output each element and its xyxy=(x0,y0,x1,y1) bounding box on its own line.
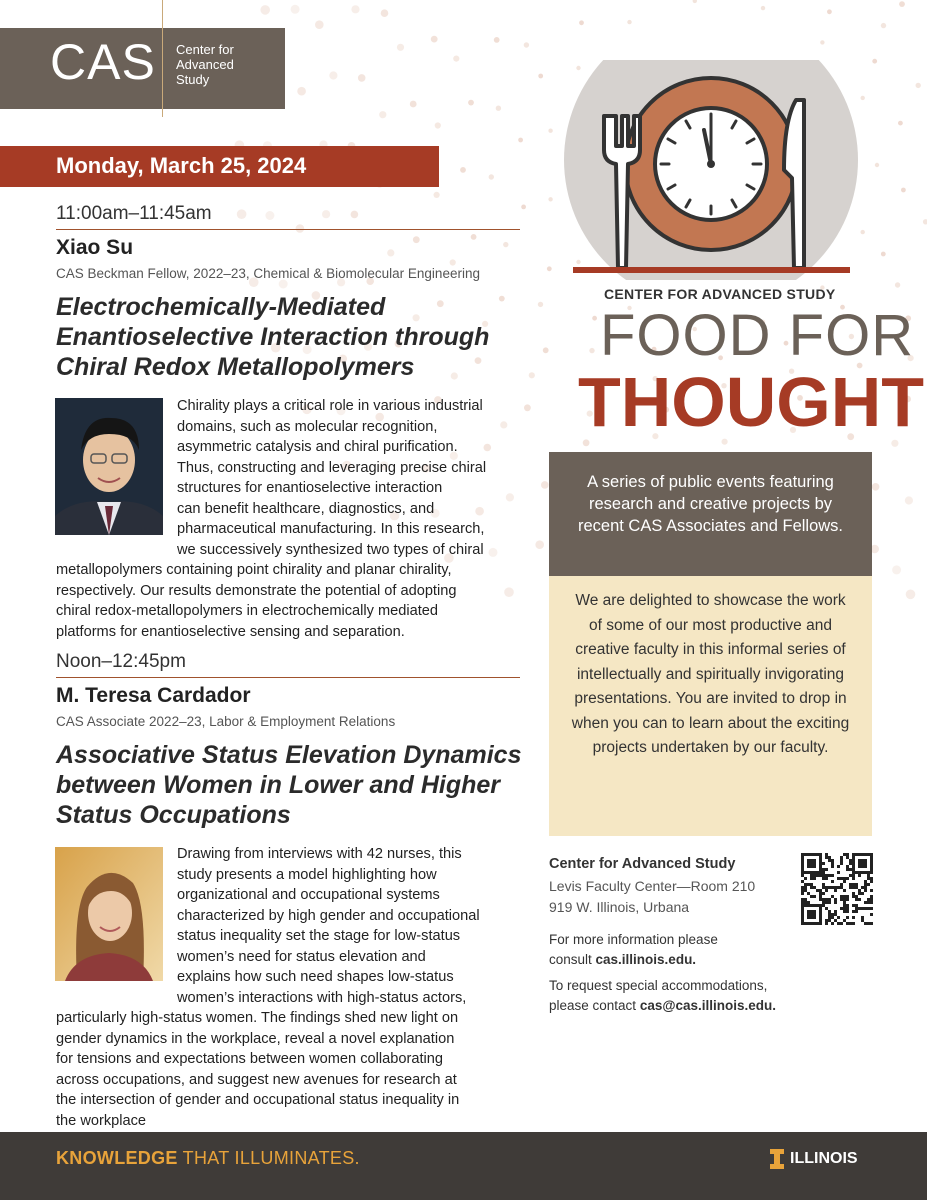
decorative-dot xyxy=(434,192,440,198)
contact-org: Center for Advanced Study xyxy=(549,856,736,872)
decorative-dot xyxy=(543,347,549,353)
portrait-icon xyxy=(55,847,163,981)
decorative-dot xyxy=(548,197,552,201)
speaker-name: M. Teresa Cardador xyxy=(56,684,251,707)
decorative-dot xyxy=(381,9,389,17)
clock-plate-icon xyxy=(655,108,767,220)
decorative-dot xyxy=(387,249,394,256)
abstract-line: structures for enantioselective interaction xyxy=(177,480,443,496)
email-link[interactable]: cas@cas.illinois.edu. xyxy=(639,998,777,1013)
speaker-affiliation: CAS Beckman Fellow, 2022–23, Chemical & Biomolecular Engineering xyxy=(56,266,480,281)
tagline-bold: KNOWLEDGE xyxy=(56,1148,178,1168)
decorative-dot xyxy=(627,20,631,24)
talk-time: 11:00am–11:45am xyxy=(56,203,212,224)
abstract-line: platforms for enantioselective sensing and separation. xyxy=(56,623,405,640)
decorative-dot xyxy=(503,242,508,247)
website-link[interactable]: cas.illinois.edu. xyxy=(595,952,697,967)
abstract-line: can benefit healthcare, diagnostics, and xyxy=(177,500,435,517)
abstract-line: asymmetric catalysis and chiral purification. xyxy=(177,439,458,455)
decorative-dot xyxy=(538,74,543,79)
accommodation-line: To request special accommodations, xyxy=(549,978,768,993)
decorative-dot xyxy=(541,481,549,489)
decorative-dot xyxy=(315,20,324,29)
illinois-wordmark: ILLINOIS xyxy=(790,1150,858,1167)
decorative-dot xyxy=(291,5,300,14)
abstract-line: particularly high-status women. The findings shed new light on xyxy=(56,1010,459,1026)
contact-room: Levis Faculty Center—Room 210 xyxy=(549,878,756,894)
decorative-dot xyxy=(379,111,386,118)
portrait-icon xyxy=(55,398,163,535)
illinois-block-i-icon xyxy=(770,1149,784,1169)
decorative-dot xyxy=(496,106,501,111)
decorative-dot xyxy=(351,5,359,13)
logo-subtitle: Center for Advanced Study xyxy=(176,42,234,87)
decorative-dot xyxy=(329,71,337,79)
decorative-dot xyxy=(524,42,529,47)
decorative-dot xyxy=(898,121,903,126)
accommodation-line-2 xyxy=(549,996,776,1016)
decorative-dot xyxy=(489,174,494,179)
decorative-dot xyxy=(260,5,270,15)
decorative-dot xyxy=(693,0,697,3)
brand-center-name: CENTER FOR ADVANCED STUDY xyxy=(604,286,836,302)
decorative-dot xyxy=(494,37,500,43)
decorative-dot xyxy=(901,188,906,193)
info-line: For more information please xyxy=(549,932,718,947)
event-date: Monday, March 25, 2024 xyxy=(56,153,307,178)
decorative-dot xyxy=(905,496,913,504)
talk-abstract xyxy=(177,396,527,560)
series-description-box xyxy=(549,452,872,576)
decorative-dot xyxy=(592,316,597,321)
decorative-dot xyxy=(460,167,466,173)
decorative-dot xyxy=(322,210,330,218)
qr-code-icon[interactable] xyxy=(800,852,874,926)
tagline-rest: THAT ILLUMINATES. xyxy=(177,1148,360,1168)
abstract-line: gender dynamics in the workplace, reveal a novel explanation xyxy=(56,1030,455,1047)
decorative-dot xyxy=(827,9,832,14)
decorative-dot xyxy=(237,209,247,219)
talk-title: Associative Status Elevation Dynamics between Women in Lower and Higher Status Occupations xyxy=(56,741,522,829)
brand-food-for: FOOD FOR xyxy=(600,303,915,368)
decorative-dot xyxy=(892,565,901,574)
decorative-dot xyxy=(547,266,552,271)
logo-abbrev: CAS xyxy=(50,34,156,90)
speaker-affiliation: CAS Associate 2022–23, Labor & Employment Relations xyxy=(56,714,396,729)
decorative-dot xyxy=(875,163,879,167)
divider xyxy=(56,229,520,230)
decorative-dot xyxy=(899,1,905,7)
speaker-name: Xiao Su xyxy=(56,236,134,259)
abstract-line: chiral redox-metallopolymers in electrochemically mediated xyxy=(56,603,439,619)
divider xyxy=(56,677,520,678)
talk-abstract-continued xyxy=(56,1008,526,1131)
abstract-line: Thus, constructing and leveraging precise chiral xyxy=(177,459,487,476)
invitation-box xyxy=(549,576,872,836)
speaker-photo xyxy=(55,398,163,535)
abstract-line: Chirality plays a critical role in various industrial xyxy=(177,398,483,414)
decorative-dot xyxy=(521,205,526,210)
info-consult: consult xyxy=(549,952,596,967)
table-line xyxy=(573,267,850,273)
talk-abstract-continued xyxy=(56,560,526,642)
info-line-2 xyxy=(549,950,696,970)
abstract-line: across occupations, and suggest new avenues for research at xyxy=(56,1071,457,1088)
decorative-dot xyxy=(538,302,543,307)
decorative-dot xyxy=(518,138,523,143)
decorative-dot xyxy=(548,129,552,133)
decorative-dot xyxy=(468,100,474,106)
abstract-line: for tensions and expectations between women collaborating xyxy=(56,1051,443,1067)
contact-address: 919 W. Illinois, Urbana xyxy=(549,899,690,915)
abstract-line: explains how such need shapes low-status xyxy=(177,969,454,985)
abstract-line: respectively. Our results demonstrate the potential of adopting xyxy=(56,582,457,599)
footer-tagline xyxy=(56,1148,360,1169)
food-for-thought-graphic xyxy=(556,60,866,280)
abstract-line: organizational and occupational systems xyxy=(177,887,440,903)
decorative-dot xyxy=(923,219,927,224)
talk-abstract xyxy=(177,844,527,1008)
decorative-dot xyxy=(529,372,535,378)
decorative-dot xyxy=(358,74,366,82)
decorative-dot xyxy=(413,236,420,243)
decorative-dot xyxy=(535,540,544,549)
decorative-dot xyxy=(471,234,477,240)
logo-divider xyxy=(162,0,163,117)
abstract-line: study presents a model highlighting how xyxy=(177,866,437,883)
speaker-photo xyxy=(55,847,163,981)
decorative-dot xyxy=(579,20,584,25)
abstract-line: the intersection of gender and occupational status inequality in xyxy=(56,1092,460,1108)
decorative-dot xyxy=(872,483,880,491)
decorative-dot xyxy=(351,211,359,219)
abstract-line: characterized by high gender and occupational xyxy=(177,907,480,924)
decorative-dot xyxy=(820,40,824,44)
abstract-line: women’s interactions with high-status actors, xyxy=(177,989,467,1006)
abstract-line: women’s need for status elevation and xyxy=(177,948,426,965)
invitation-text: We are delighted to showcase the work of some of our most productive and creative faculty in this informal series of intellectually and spiritually invigorating presentations. You are invited to drop in when you can to learn about the exciting projects undertaken by our faculty. xyxy=(571,592,850,756)
decorative-dot xyxy=(397,44,404,51)
brand-thought: THOUGHT xyxy=(578,363,925,441)
decorative-dot xyxy=(297,87,306,96)
decorative-dot xyxy=(410,101,417,108)
decorative-dot xyxy=(881,23,886,28)
abstract-line: metallopolymers containing point chirality and planar chirality, xyxy=(56,562,452,578)
decorative-dot xyxy=(916,83,921,88)
abstract-line: we successively synthesized two types of chiral xyxy=(177,541,484,558)
decorative-dot xyxy=(431,36,438,43)
talk-title: Electrochemically-Mediated Enantioselective Interaction through Chiral Redox Metallopolymers xyxy=(56,293,490,381)
abstract-line: pharmaceutical manufacturing. In this research, xyxy=(177,521,485,537)
decorative-dot xyxy=(906,590,916,600)
accommodation-lead: please contact xyxy=(549,998,640,1013)
abstract-line: Drawing from interviews with 42 nurses, this xyxy=(177,846,462,862)
decorative-dot xyxy=(881,252,886,257)
decorative-dot xyxy=(589,348,594,353)
decorative-dot xyxy=(450,259,456,265)
abstract-line: status inequality set the stage for low-status xyxy=(177,928,461,944)
decorative-dot xyxy=(761,6,765,10)
decorative-dot xyxy=(435,122,441,128)
decorative-dot xyxy=(265,211,274,220)
talk-time: Noon–12:45pm xyxy=(56,651,186,672)
decorative-dot xyxy=(895,282,900,287)
series-description: A series of public events featuring research and creative projects by recent CAS Associates and Fellows. xyxy=(577,473,844,535)
abstract-line: domains, such as molecular recognition, xyxy=(177,418,438,435)
decorative-dot xyxy=(453,56,459,62)
decorative-dot xyxy=(872,59,877,64)
abstract-line: the workplace xyxy=(56,1112,147,1129)
